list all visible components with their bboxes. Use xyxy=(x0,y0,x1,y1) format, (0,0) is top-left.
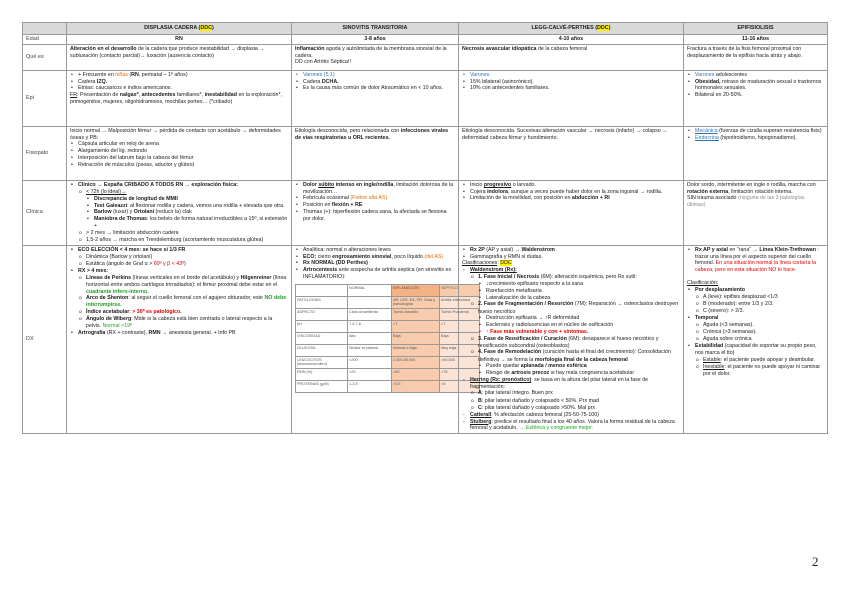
quees-per-rest: de la cabeza femoral xyxy=(536,45,588,52)
dx-per-her: - Herring (Rx: pronóstico): se basa en la altura del pilar lateral en la fase de fragmentación: xyxy=(462,377,680,391)
dx-per-f2-item: ▪ Destrucción epifisaria → ↑R deformidad xyxy=(462,315,680,322)
clinica-ddc xyxy=(67,180,292,245)
dx-epif-temp-item: o Aguda sobre crónica xyxy=(687,336,824,343)
quees-sin-bold: Inflamación xyxy=(295,45,325,52)
dx-epif-desp: • Por desplazamiento xyxy=(687,287,824,294)
mini-cell: >3 xyxy=(440,380,480,392)
row-fisiopato xyxy=(23,126,828,180)
epi-epif-item: • Varones adolescentes xyxy=(687,72,824,79)
mini-cell: PMN (%) xyxy=(296,368,348,380)
mini-cell: Alta xyxy=(348,332,392,344)
mini-cell: >50.000 xyxy=(440,356,480,368)
dx-per-f1-item: ▪ ↓crecimiento epifisario respecto a la sana xyxy=(462,281,680,288)
mini-cell: >75 xyxy=(440,368,480,380)
epi-epif-item: • Obesidad, retraso de maduración sexual o trastornos hormonales sexuales. xyxy=(687,79,824,93)
fisio-ddc-item: • Retracción de músculos (psoas, aductor y glúteo) xyxy=(70,162,288,169)
dx-epif-desp-item: o B (moderado): entre 1/3 y 2/3. xyxy=(687,301,824,308)
row-label-fisiopato: Fisiopato xyxy=(23,126,67,180)
artrocentesis-table xyxy=(295,284,480,393)
mini-cell: Claro Amarillento xyxy=(348,308,392,320)
clinica-sinovitis xyxy=(292,180,459,245)
epi-ddc-fr: FR: Presentación de nalgas*, antecedentes familiares*, inestabilidad en la exploración*, primogénitos, mujeres, oligohidramnios, mochilas porteo… (*cribado) xyxy=(70,92,283,105)
mini-cell: 2.000-50.000 xyxy=(392,356,440,368)
mini-cell: >3.5 xyxy=(392,380,440,392)
quees-epif: Fractura a través de la fisis femoral proximal con desplazamiento de la epifisis hacia atrás y abajo. xyxy=(684,44,828,70)
mini-row xyxy=(296,332,480,344)
epi-sin-item: • Cadera DCHA. xyxy=(295,79,455,86)
dx-per-f4: o 4. Fase de Remodelación (curación hasta el final del crecimiento): Consolidación definitiva → se forma la morfología final de la cabeza femoral xyxy=(462,349,680,363)
mini-cell xyxy=(296,284,348,296)
mini-cell: <25 xyxy=(348,368,392,380)
dx-per-gam: • Gammagrafía y RMN si dudas. xyxy=(462,254,680,261)
clinica-epif-text: Dolor sordo, intermitente en ingle o rodilla, marcha con rotación externa, limitación rotación interna. xyxy=(687,181,816,195)
clinica-per-item: • Limitación de la movilidad, con posición en abducción + RI xyxy=(462,195,680,202)
clinica-ddc-item: ▪ Discrepancia de longitud de MMII xyxy=(70,196,288,203)
fisio-ddc-item: • Interposición del labrum bajo la cabeza del fémur xyxy=(70,155,288,162)
clinica-ddc-head: • Clínico → España CRIBADO A TODOS RN → exploración física: xyxy=(70,182,288,189)
mini-cell: NORMAL xyxy=(348,284,392,296)
clinica-sin-item: • Dolor súbito intenso en ingle/rodilla, limitación dolorosa de la movilización… xyxy=(295,182,455,196)
dx-epif-estab: • Estabilidad (capacidad de soportar su propio peso, nos marca el tto) xyxy=(687,343,824,357)
dx-sin-item: • ECO: cierto engrosamiento sinovial, poco líquido (del AS) xyxy=(295,254,455,261)
mini-cell: VISCOSIDAD xyxy=(296,332,348,344)
mini-cell: <7 xyxy=(392,320,440,332)
mini-cell: Artritis infecciosa xyxy=(440,296,480,308)
dx-ddc-art: • Artrografía (RX + contraste), RMN → anestesia general. + Info PB xyxy=(70,330,288,337)
header-empty xyxy=(23,23,67,35)
mini-cell: <7 xyxy=(440,320,480,332)
dx-epif-rx: • Rx AP y axial en "rana" → Línea Klein-Trethowan : trazar una línea por el aspecto superior del cuello femoral. En una situación normal la línea cortaría la cabeza, pero en esta situación NO lo hace. xyxy=(687,247,824,274)
mini-cell: AR, LES, EA, FR, Gota y pseudogota xyxy=(392,296,440,308)
clinica-epif-sin: SIN trauma asociado (ninguna de las 3 patologías últimas) xyxy=(687,195,805,209)
epi-ddc-item: • + Frecuente en niñas (RN, perinatal – 1º años) xyxy=(70,72,288,79)
dx-ddc-eco: • ECO ELECCIÓN < 4 mes: se hace si 1/3 FR xyxy=(70,247,288,254)
row-edad xyxy=(23,34,828,44)
mini-cell: Similar al plasma xyxy=(348,344,392,356)
mini-cell: GLUCOSA xyxy=(296,344,348,356)
dx-sin-item: • Rx NORMAL (DD Perthes) xyxy=(295,260,455,267)
clinica-ddc-item: ▪ Maniobra de Thomas: los bebés de forma natural irreductibles a 15º, si extensión + xyxy=(70,216,288,230)
dx-ddc-est: o Estática (ángulo de Graf α > 60º y β < 43º) xyxy=(70,261,288,268)
mini-cell: pH xyxy=(296,320,348,332)
dx-per-f2: o 2. Fase de Fragmentación / Resorción (7M): Reparación → osteoclastos destruyen hueso necrótico xyxy=(462,301,680,315)
epi-sin-item: • Varones (5:1) xyxy=(295,72,455,79)
document-page xyxy=(22,22,827,434)
edad-ddc: RN xyxy=(67,34,292,44)
quees-ddc-rest: de la cadera que produce inestabilidad → displasia → subluxación (contacto parcial)→ luxación (ausencia contacto) xyxy=(70,45,265,59)
dx-perthes xyxy=(459,245,684,433)
dx-epif-clas: Clasificación: xyxy=(687,279,719,286)
dx-ddc-ind: o Índice acetabular: > 30º es patológico. xyxy=(70,309,288,316)
fisio-epif-item: • Mecánica (fuerzas de cizalla superan resistencia fisis) xyxy=(687,128,824,135)
quees-sinovitis xyxy=(292,44,459,70)
epi-sinovitis xyxy=(292,70,459,126)
dx-ddc-shen: o Arco de Shenton: al seguir el cuello femoral con el agujero obturador, este NO debe interrumpirse. xyxy=(70,295,288,309)
dx-ddc-wib: o Ángulo de Wiberg: Mide si la cabeza está bien centrada o lateral respecto a la pelvis. Normal >19º xyxy=(70,316,288,330)
dx-epif-temp-item: o Aguda (<3 semanas). xyxy=(687,322,824,329)
mini-cell: Muy baja xyxy=(440,344,480,356)
epi-sin-item: • Es la causa más común de dolor Atraumático en < 10 años. xyxy=(295,85,455,92)
mini-row xyxy=(296,320,480,332)
fisio-epif xyxy=(684,126,828,180)
clinica-perthes xyxy=(459,180,684,245)
mini-cell: <200 xyxy=(348,356,392,368)
edad-sinovitis: 3-8 años xyxy=(292,34,459,44)
row-quees xyxy=(23,44,828,70)
dx-epif-inestable: o Inestable: el paciente no puede apoyar ni caminar por el dolor. xyxy=(687,364,824,378)
header-ddc xyxy=(67,23,292,35)
epi-per-item: • 10% con antecedentes familiares. xyxy=(462,85,680,92)
row-label-clinica: Clínica xyxy=(23,180,67,245)
mini-cell: 7.3-7.6 xyxy=(348,320,392,332)
epi-per-item: • Varones. xyxy=(462,72,680,79)
mini-cell: PROTEÍNAS (g/dl) xyxy=(296,380,348,392)
header-row xyxy=(23,23,828,35)
epi-ddc-item: • Cadera IZQ. xyxy=(70,79,288,86)
clinica-per-item: • Inicio progresivo o larvado. xyxy=(462,182,680,189)
dx-per-f1-item: ▪ Lateralización de la cabeza xyxy=(462,295,680,302)
clinica-ddc-lt72: o < 72h (lo ideal)→ xyxy=(70,189,288,196)
fisio-epif-item: • Endocrina (hipotiroidismo, hipogonadismo). xyxy=(687,135,824,142)
dx-per-f1: o 1. Fase Inicial / Necrosis (6M): alteración isquémica, pero Rx sutil: xyxy=(462,274,680,281)
clinica-ddc-item: ▪ Barlow (luxar) y Ortolani (reducir la) clak xyxy=(70,209,288,216)
epi-ddc xyxy=(67,70,292,126)
quees-ddc-bold: Alteración en el desarrollo xyxy=(70,45,137,52)
mini-cell: >50 xyxy=(392,368,440,380)
dx-epif-temp: • Temporal xyxy=(687,315,824,322)
mini-cell: LEUCOCITOS (leucos/microlitro) xyxy=(296,356,348,368)
clinica-sin-item: • Thomas (+): hiperflexión cadera sana, la afectada se flexiona por dolor. xyxy=(295,209,455,223)
header-epifisiolisis: EPIFISIOLISIS xyxy=(684,23,828,35)
mini-row xyxy=(296,368,480,380)
epi-perthes xyxy=(459,70,684,126)
dx-epif-desp-item: o C (severo): > 2/3. xyxy=(687,308,824,315)
dx-sin-item: • Analítica: normal o alteraciones leves xyxy=(295,247,455,254)
epi-epif xyxy=(684,70,828,126)
clinica-per-item: • Cojera indolora, aunque a veces puede haber dolor en la zona inguinal → rodilla. xyxy=(462,189,680,196)
dx-per-wal: - Waldenstrom (Rx): xyxy=(462,267,680,274)
clinica-sin-item: • Febrícula ocasional (Fiebre alta AS) xyxy=(295,195,455,202)
dx-per-f4-item: ▪ Riesgo de artrosis precoz si hay mala congruencia acetabular xyxy=(462,370,680,377)
row-label-edad: Edad xyxy=(23,34,67,44)
dx-per-f2-item: ▪ ↑ Fase más vulnerable y con + síntomas. xyxy=(462,329,680,336)
header-perthes xyxy=(459,23,684,35)
clinica-ddc-item: ▪ Test Galeazzi: al flexionar rodilla y cadera, vemos una rodilla + elevada que otra. xyxy=(70,203,288,210)
dx-epif xyxy=(684,245,828,433)
dx-per-clas: Clasificaciones: DDC xyxy=(462,260,512,267)
row-label-epi: Epi xyxy=(23,70,67,126)
mini-cell: INFLAMACIÓN xyxy=(392,284,440,296)
edad-epif: 11-16 años xyxy=(684,34,828,44)
quees-perthes xyxy=(459,44,684,70)
dx-per-f4-item: ▪ Puede quedar aplanada / menos esférica xyxy=(462,363,680,370)
mini-cell: Turbio Purulento xyxy=(440,308,480,320)
dx-per-cat: - Catterall: % afectación cabeza femoral (25-50-75-100) xyxy=(462,412,680,419)
fisio-ddc-item: • Alargamiento del lig. redondo xyxy=(70,148,288,155)
epi-epif-item: • Bilateral en 20-50%. xyxy=(687,92,824,99)
header-sinovitis: SINOVITIS TRANSITORIA xyxy=(292,23,459,35)
row-label-dx: DX xyxy=(23,245,67,433)
quees-ddc xyxy=(67,44,292,70)
mini-row xyxy=(296,344,480,356)
dx-epif-temp-item: o Crónica (>3 semanas). xyxy=(687,329,824,336)
mini-cell: Baja xyxy=(440,332,480,344)
fisio-perthes: Etiología desconocida. Sucesivas alteración vascular → necrosis (infarto) → colapso → deformidad cabeza fémur y hundimiento. xyxy=(459,126,684,180)
dx-per-her-item: o C: pilar lateral dañado y colapsado >50%. Mal prx xyxy=(462,405,680,412)
fisio-ddc-intro: Inicio normal → Malposición fémur → pérdida de contacto con acetábulo → deformidades óseas y PB: xyxy=(70,127,281,141)
dx-per-stul: - Stulberg: predice el resultado final a los 40 años. Valora la forma residual de la cabeza femoral y acetabulo. → Esférica y congruente mejor. xyxy=(462,419,680,433)
dx-ddc-perk: o Líneas de Perkins (líneas verticales en el borde del acetábulo) y Hilgenreiner (línea horizontal entre ambos cartílagos trirradiados): el fémur proximal debe estar en el cuadrante ínfero-interno. xyxy=(70,275,288,296)
quees-sin-dd: DD con Artritis Séptica!! xyxy=(295,59,351,66)
dx-ddc xyxy=(67,245,292,433)
mini-cell: Turbio Amarillo xyxy=(392,308,440,320)
clinica-sin-item: • Posición en flexión + RE xyxy=(295,202,455,209)
dx-per-stul-tail: → Esférica y congruente mejor. xyxy=(519,425,594,432)
page-number: 2 xyxy=(812,554,819,569)
dx-epif-desp-item: o A (leve): epifisis desplazad <1/3 xyxy=(687,294,824,301)
quees-per-bold: Necrosis avascular idiopática xyxy=(462,45,537,52)
clinica-ddc-15: o 1,5-2 años → marcha en Trendelemburg (acortamiento musculatura glútea) xyxy=(70,237,288,244)
mini-cell: SÉPTICO xyxy=(440,284,480,296)
row-dx xyxy=(23,245,828,433)
dx-sin-item: • Artrocentesis ante sospecha de artritis séptica (en sinovitis es INFLAMATORIO): xyxy=(295,267,455,281)
mini-row xyxy=(296,380,480,392)
mini-row xyxy=(296,284,480,296)
quees-sin-rest: aguda y autolimitada de la membrana sinovial de la cadera. xyxy=(295,45,447,59)
dx-epif-rx-red: En una situación normal la línea cortaría la cabeza, pero en esta situación NO lo hace. xyxy=(695,260,817,274)
header-ddc-label: DISPLASIA CADERA (DDC) xyxy=(144,25,214,31)
dx-per-f1-item: ▪ Rarefacción metafisaria xyxy=(462,288,680,295)
row-clinica xyxy=(23,180,828,245)
row-epi xyxy=(23,70,828,126)
mini-cell: ASPECTO xyxy=(296,308,348,320)
mini-cell xyxy=(348,296,392,308)
mini-cell: Baja xyxy=(392,332,440,344)
dx-ddc-din: o Dinámica (Barlow y ortolani) xyxy=(70,254,288,261)
dx-per-her-item: o B: pilar lateral dañado y colapsado < 50%. Prx mad xyxy=(462,398,680,405)
fisio-ddc xyxy=(67,126,292,180)
fisio-ddc-item: • Cápsula articular en reloj de arena xyxy=(70,141,288,148)
row-label-quees: Qué es xyxy=(23,44,67,70)
header-perthes-label: LEGG-CALVÉ-PERTHES (DDC) xyxy=(531,25,611,31)
dx-per-rx: • Rx 2P (AP y axial) → Waldenstrom xyxy=(462,247,680,254)
edad-perthes: 4-10 años xyxy=(459,34,684,44)
epi-per-item: • 15% bilateral (asincrónico). xyxy=(462,79,680,86)
comparison-table xyxy=(22,22,828,434)
mini-cell: Normal o baja xyxy=(392,344,440,356)
mini-row xyxy=(296,356,480,368)
mini-cell: PATOLOGÍAS xyxy=(296,296,348,308)
dx-per-her-item: o A: pilar lateral íntegro. Buen prx xyxy=(462,390,680,397)
clinica-epif xyxy=(684,180,828,245)
dx-per-f2-item: ▪ Esclerosis y radiolucencias en el núcleo de osificación xyxy=(462,322,680,329)
dx-ddc-rx: • RX > 4 mes: xyxy=(70,268,288,275)
mini-cell: 1-3.5 xyxy=(348,380,392,392)
dx-sinovitis xyxy=(292,245,470,433)
mini-row xyxy=(296,296,480,308)
clinica-ddc-2mes: o > 2 mes → limitación abducción cadera xyxy=(70,230,288,237)
dx-per-f3: o 3. Fase de Reosificación / Curación (6M): desaparece el hueso necrótico y reosificación subcondral (osteoblastos) xyxy=(462,336,680,350)
fisio-sinovitis: Etiología desconocida, pero relacionada con infecciones virales de vías respiratorias u ORL recientes. xyxy=(292,126,459,180)
mini-row xyxy=(296,308,480,320)
dx-epif-estable: o Estable: el paciente puede apoyar y deambular. xyxy=(687,357,824,364)
epi-ddc-item: • Etnias: caucasicos e indios americanos. xyxy=(70,85,288,92)
